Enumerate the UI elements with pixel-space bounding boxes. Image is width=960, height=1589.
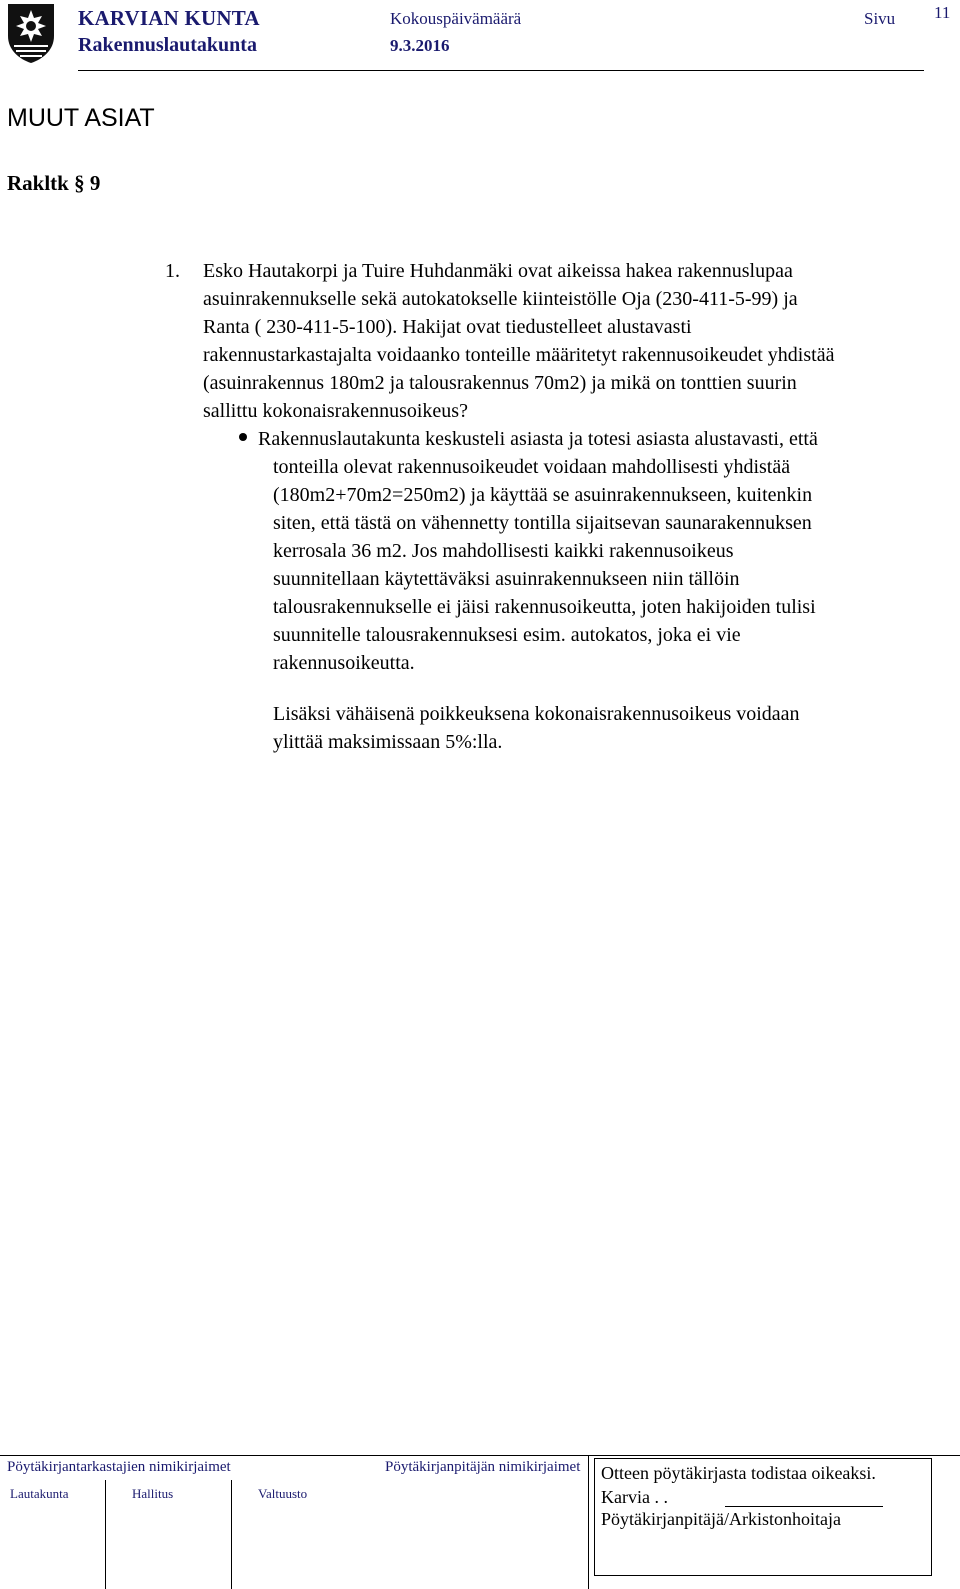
header-divider (78, 70, 924, 71)
col-council-label: Valtuusto (258, 1486, 308, 1501)
bullet-line: suunnitelle talousrakennuksesi esim. autokatos, joka ei vie (273, 624, 741, 646)
board-name: Rakennuslautakunta (78, 34, 257, 56)
organization-name: KARVIAN KUNTA (78, 6, 260, 30)
item-line: rakennustarkastajalta voidaanko tonteille määritetyt rakennusoikeudet yhdistää (203, 344, 835, 366)
bullet-line: rakennusoikeutta. (273, 652, 415, 674)
item-line: asuinrakennukselle sekä autokatokselle kiinteistölle Oja (230-411-5-99) ja (203, 288, 798, 310)
item-line: Esko Hautakorpi ja Tuire Huhdanmäki ovat aikeissa hakea rakennuslupaa (203, 260, 793, 282)
certification-place-date: Karvia . . (601, 1487, 668, 1507)
item-number: 1. (165, 260, 180, 282)
bullet-line: kerrosala 36 m2. Jos mahdollisesti kaikki rakennusoikeus (273, 540, 734, 562)
meeting-date-label: Kokouspäivämäärä (390, 9, 522, 28)
certification-signer-title: Pöytäkirjanpitäjä/Arkistonhoitaja (601, 1509, 841, 1529)
paragraph-reference: Rakltk § 9 (7, 171, 101, 195)
bullet-first-line: Rakennuslautakunta keskusteli asiasta ja totesi asiasta alustavasti, että (258, 428, 818, 450)
meeting-date: 9.3.2016 (390, 36, 450, 55)
footer-divider (0, 1455, 960, 1456)
footer-column-divider (231, 1480, 232, 1589)
certification-box (594, 1458, 932, 1576)
bullet-line: talousrakennukselle ei jäisi rakennusoikeutta, joten hakijoiden tulisi (273, 596, 816, 618)
bullet-line: suunnitellaan käytettäväksi asuinrakennukseen niin tällöin (273, 568, 740, 590)
item-line: sallittu kokonaisrakennusoikeus? (203, 400, 468, 422)
bullet-text (273, 453, 933, 677)
col-board-label: Lautakunta (10, 1486, 69, 1501)
footer-column-divider (105, 1480, 106, 1589)
additional-line: Lisäksi vähäisenä poikkeuksena kokonaisrakennusoikeus voidaan (273, 703, 800, 725)
bullet-line: tonteilla olevat rakennusoikeudet voidaan mahdollisesti yhdistää (273, 456, 791, 478)
bullet-icon (239, 433, 247, 441)
item-line: (asuinrakennus 180m2 ja talousrakennus 70m2) ja mikä on tonttien suurin (203, 372, 797, 394)
bullet-line: siten, että tästä on vähennetty tontilla sijaitsevan saunarakennuksen (273, 512, 812, 534)
bullet-line: (180m2+70m2=250m2) ja käyttää se asuinrakennukseen, kuitenkin (273, 484, 813, 506)
secretary-initials-label: Pöytäkirjanpitäjän nimikirjaimet (385, 1459, 581, 1475)
coat-of-arms-icon (6, 2, 56, 64)
additional-paragraph (273, 700, 800, 756)
page-label: Sivu (864, 9, 896, 28)
certification-text: Otteen pöytäkirjasta todistaa oikeaksi. (601, 1463, 876, 1483)
reviewers-initials-label: Pöytäkirjantarkastajien nimikirjaimet (7, 1459, 231, 1475)
item-line: Ranta ( 230-411-5-100). Hakijat ovat tiedustelleet alustavasti (203, 316, 692, 338)
section-title: MUUT ASIAT (7, 104, 155, 132)
signature-line (725, 1506, 883, 1507)
col-government-label: Hallitus (132, 1486, 174, 1501)
additional-line: ylittää maksimissaan 5%:lla. (273, 731, 503, 753)
footer-column-divider (588, 1456, 589, 1589)
item-text (203, 257, 923, 425)
page-number: 11 (934, 3, 951, 22)
